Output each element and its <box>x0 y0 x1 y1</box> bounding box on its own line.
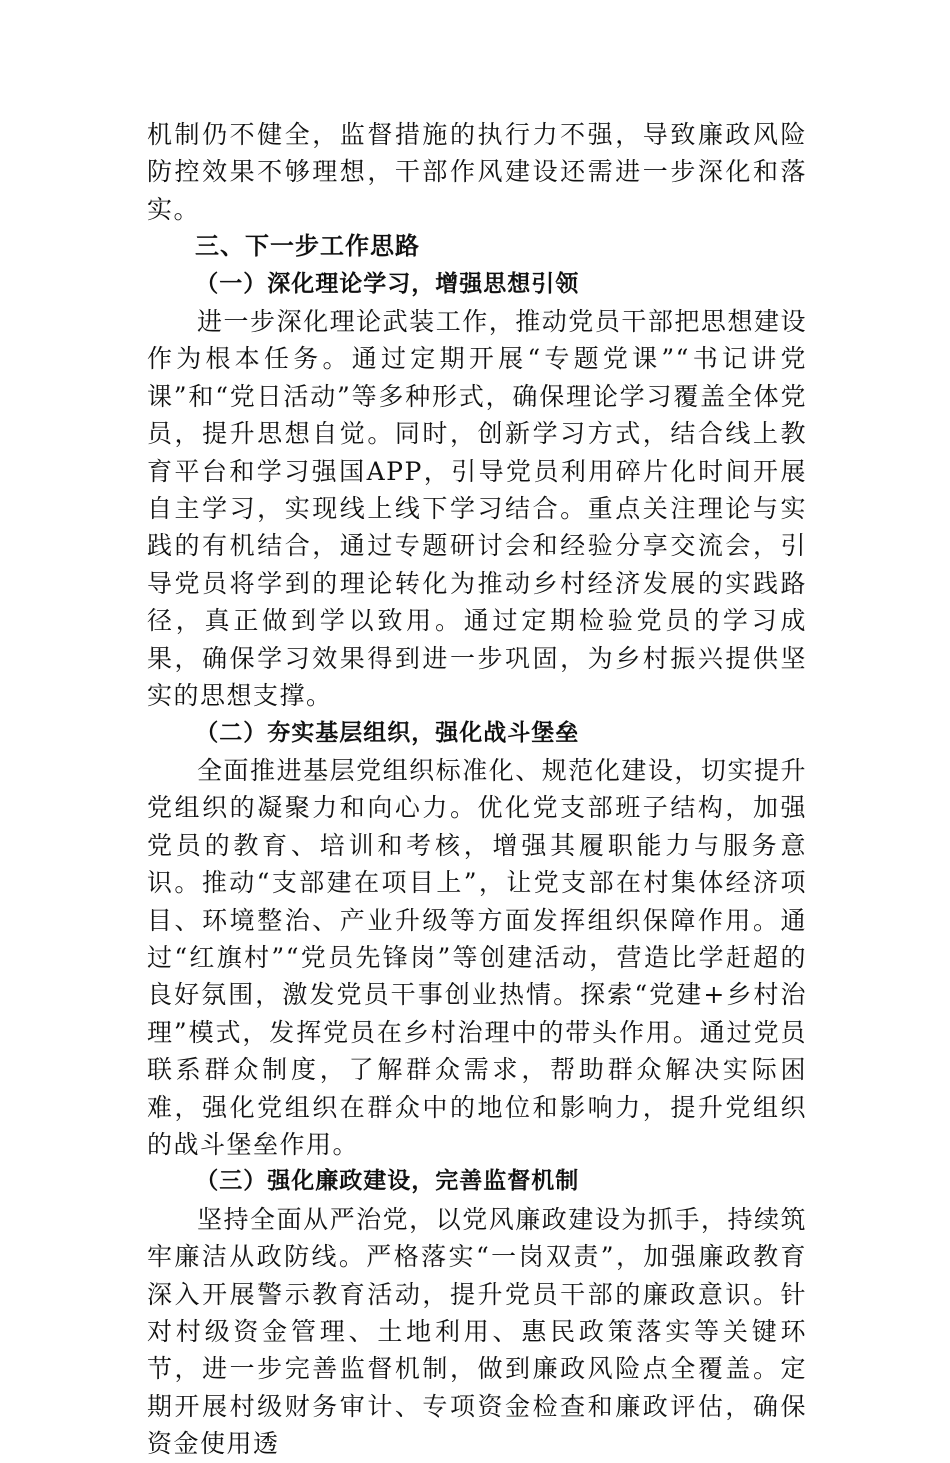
subsection-heading-1: （一）深化理论学习，增强思想引领 <box>195 270 580 297</box>
continuation-paragraph: 机制仍不健全，监督措施的执行力不强，导致廉政风险防控效果不够理想，干部作风建设还需进一步深化和落实。 <box>147 120 807 224</box>
subsection-paragraph-3: 坚持全面从严治党，以党风廉政建设为抓手，持续筑牢廉洁从政防线。严格落实“一岗双责”，加强廉政教育深入开展警示教育活动，提升党员干部的廉政意识。针对村级资金管理、土地利用、惠民政策落实等关键环节，进一步完善监督机制，做到廉政风险点全覆盖。定期开展村级财务审计、专项资金检查和廉政评估，确保资金使用透 <box>147 1204 807 1459</box>
subsection-paragraph-1: 进一步深化理论武装工作，推动党员干部把思想建设作为根本任务。通过定期开展“专题党课”“书记讲党课”和“党日活动”等多种形式，确保理论学习覆盖全体党员，提升思想自觉。同时，创新学习方式，结合线上教育平台和学习强国APP，引导党员利用碎片化时间开展自主学习，实现线上线下学习结合。重点关注理论与实践的有机结合，通过专题研讨会和经验分享交流会，引导党员将学到的理论转化为推动乡村经济发展的实践路径，真正做到学以致用。通过定期检验党员的学习成果，确保学习效果得到进一步巩固，为乡村振兴提供坚实的思想支撑。 <box>147 307 807 711</box>
subsection-heading-2: （二）夯实基层组织，强化战斗堡垒 <box>195 719 580 746</box>
section-heading: 三、下一步工作思路 <box>195 232 420 261</box>
document-body <box>147 116 807 1463</box>
subsection-paragraph-2: 全面推进基层党组织标准化、规范化建设，切实提升党组织的凝聚力和向心力。优化党支部班子结构，加强党员的教育、培训和考核，增强其履职能力与服务意识。推动“支部建在项目上”，让党支部在村集体经济项目、环境整治、产业升级等方面发挥组织保障作用。通过“红旗村”“党员先锋岗”等创建活动，营造比学赶超的良好氛围，激发党员干事创业热情。探索“党建+乡村治理”模式，发挥党员在乡村治理中的带头作用。通过党员联系群众制度，了解群众需求，帮助群众解决实际困难，强化党组织在群众中的地位和影响力，提升党组织的战斗堡垒作用。 <box>147 755 807 1159</box>
subsection-heading-3: （三）强化廉政建设，完善监督机制 <box>195 1168 580 1195</box>
